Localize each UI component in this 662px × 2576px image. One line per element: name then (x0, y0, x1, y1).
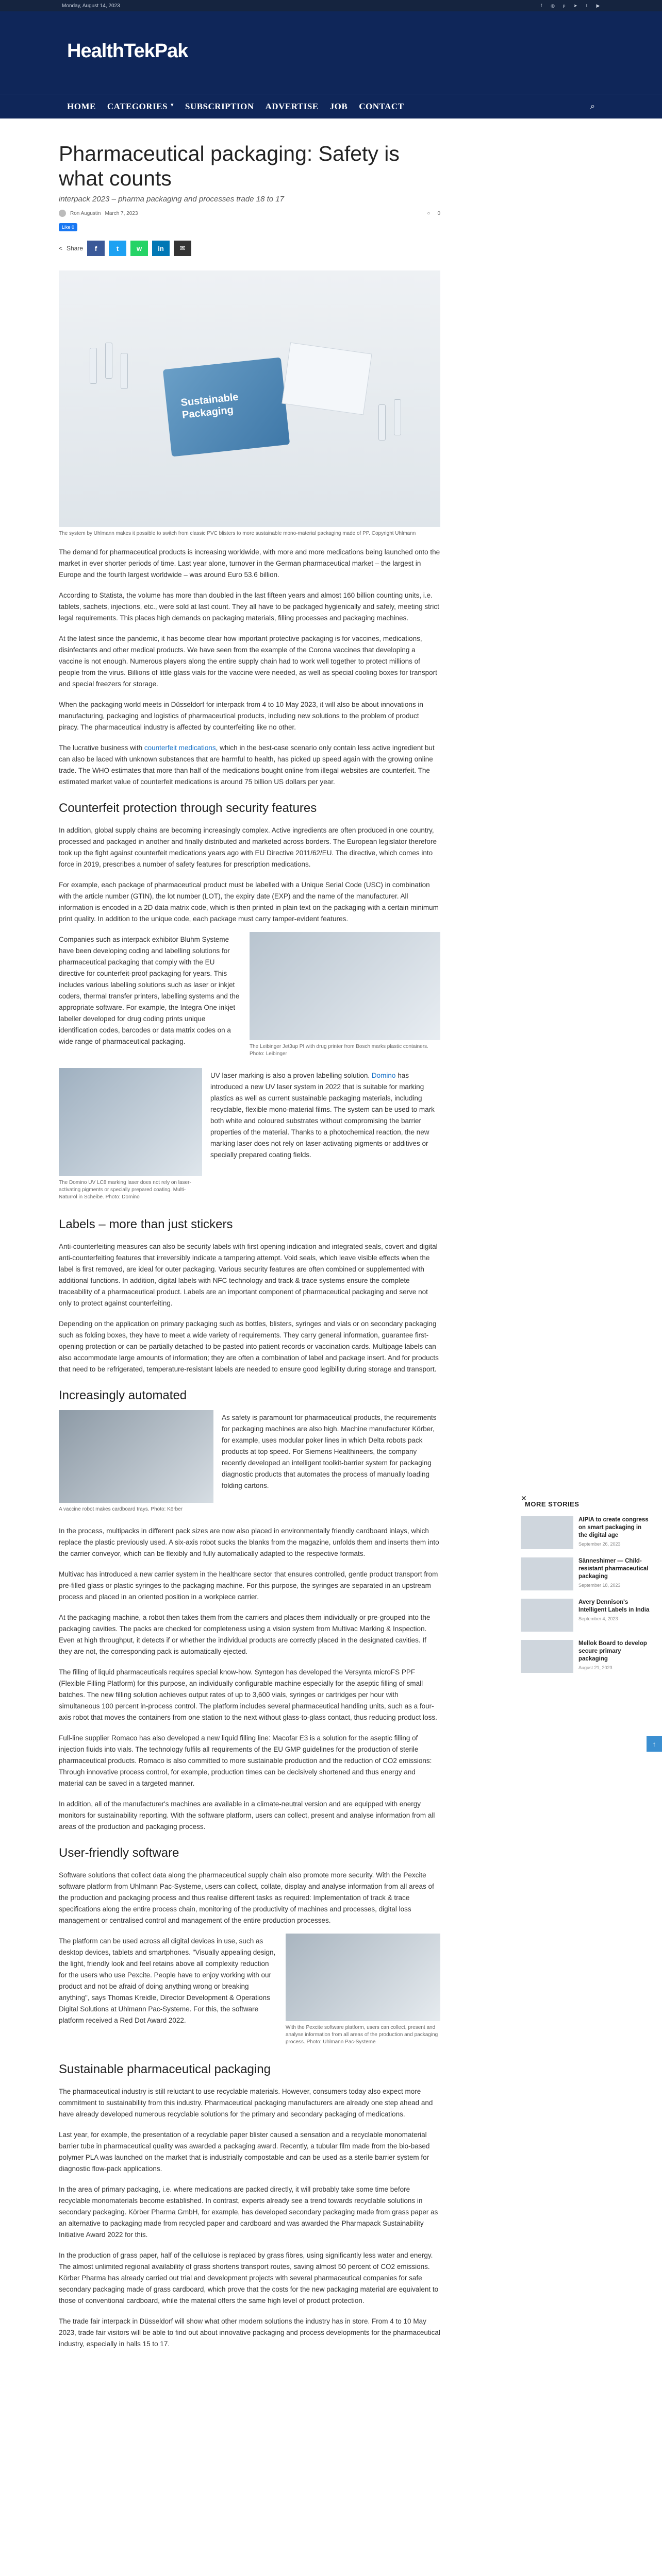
software-image (286, 1934, 440, 2021)
pinterest-icon[interactable]: p (562, 3, 566, 8)
paragraph: At the latest since the pandemic, it has become clear how important protective packaging is for vaccines, medications, disinfectants and other medical products. We have seen from the example of the Corona vaccines that developing a vaccine is not enough. Numerous players along the entire supply chain had to work well together to protect millions of people from the virus. Billions of little glass vials for the vaccine were needed, as well as special cooling boxes for transport and special freezers for storage. (59, 635, 437, 688)
comment-count[interactable]: 0 (437, 210, 440, 216)
social-links (538, 3, 601, 9)
story-title[interactable]: AIPIA to create congress on smart packaging in the digital age (578, 1517, 649, 1538)
story-item[interactable] (521, 1599, 652, 1632)
nav-item[interactable]: CATEGORIES (107, 101, 168, 111)
domino-link[interactable]: Domino (371, 1072, 396, 1079)
hero-caption: The system by Uhlmann makes it possible to switch from classic PVC blisters to more sustainable mono-material packaging made of PP. Copyright Uhlmann (59, 531, 416, 536)
printer-caption: The Leibinger Jet3up PI with drug printer from Bosch marks plastic containers. Photo: Leibinger (250, 1044, 428, 1057)
story-date: August 21, 2023 (578, 1665, 613, 1670)
laser-figure (59, 1068, 202, 1201)
top-bar (0, 0, 662, 11)
paragraph (59, 742, 440, 788)
twitter-icon[interactable]: t (586, 3, 588, 8)
paragraph: At the packaging machine, a robot then takes them from the carriers and places them individually or pre-grouped into the packaging cavities. The packs are checked for completeness using a vision system from Multivac Marking & Inspection. Even at high throughput, it detects if or whether the individual products are correctly placed in the designated cavities. If they are not, the corresponding pack is automatically ejected. (59, 1614, 431, 1655)
paragraph: For example, each package of pharmaceutical product must be labelled with a Unique Serial Code (USC) in combination with the article number (GTIN), the lot number (LOT), the expiry date (EXP) and the name of the manufacturer. All information is encoded in a 2D data matrix code, which is then printed in plain text on the packaging with a certain minimum print quality. In addition to the unique code, each package must carry tamper-evident features. (59, 881, 439, 923)
nav-item[interactable]: HOME (67, 101, 96, 111)
paragraph: In addition, global supply chains are becoming increasingly complex. Active ingredients are often produced in one country, processed and packaged in another and finally distributed and marketed across borders. The European legislator therefore took up the fight against counterfeit medications years ago with EU Directive 2011/62/EU. The directive, which comes into force in 2019, prescribes a number of safety features for prescription medications. (59, 826, 437, 868)
text: has introduced a new UV laser system in 2022 that is suitable for marking plastics as well as current sustainable packaging materials, including recyclable, flexible mono-material films. The system can be used to mark both white and coloured substrates without compromising the barrier properties of the material. Thanks to a photochemical reaction, the new marking laser does not rely on laser-activating pigments or additives or specially prepared coating fields. (210, 1072, 435, 1159)
story-title[interactable]: Sänneshimer — Child-resistant pharmaceutical packaging (578, 1558, 649, 1580)
whatsapp-share-button[interactable]: w (130, 241, 148, 256)
paragraph: Software solutions that collect data along the pharmaceutical supply chain also promote more security. With the Pexcite software platform from Uhlmann Pac-Systeme, users can collect, collate, display and analyse information from all areas of the production and packaging process and thus realise different tasks as required: Implementation of track & trace specifications along the entire process chain, monitoring of the productivity of machines and processes, digital loss management or centralised control and management of the entire production processes. (59, 1871, 434, 1924)
story-date: September 26, 2023 (578, 1541, 621, 1547)
article-title: Pharmaceutical packaging: Safety is what counts (59, 142, 400, 190)
share-bar (59, 241, 440, 256)
story-date: September 18, 2023 (578, 1583, 621, 1588)
laser-caption: The Domino UV LC8 marking laser does not rely on laser-activating pigments or specially prepared coating. Multi-Naturrol in Scheibe. Photo: Domino (59, 1180, 191, 1200)
paragraph: Companies such as interpack exhibitor Bluhm Systeme have been developing coding and labelling solutions for pharmaceutical packaging that comply with the EU directive for counterfeit-proof packaging for years. This includes various labelling solutions such as laser or inkjet coders, thermal transfer printers, labelling systems and the appropriate software. For example, the Integra One inkjet labeller developed for drug coding prints unique identification codes, barcodes or data matrix codes on a wide range of pharmaceutical packaging. (59, 936, 240, 1045)
paragraph: The pharmaceutical industry is still reluctant to use recyclable materials. However, consumers today also expect more commitment to sustainability from this industry. Pharmaceutical packaging manufacturers are already one step ahead and have already developed numerous recyclable solutions for the primary and secondary packaging of medications. (59, 2088, 433, 2118)
site-header (0, 11, 662, 94)
publish-date: March 7, 2023 (105, 210, 138, 216)
close-icon[interactable]: ✕ (521, 1494, 527, 1502)
hero-box-label: Sustainable Packaging (180, 391, 239, 421)
like-button[interactable]: Like 0 (59, 223, 77, 231)
hero-image (59, 270, 440, 527)
paragraph: The trade fair interpack in Düsseldorf will show what other modern solutions the industry has in store. From 4 to 10 May 2023, trade fair visitors will be able to find out about innovative packaging and process developments for the pharmaceutical industry, especially in halls 15 to 17. (59, 2317, 440, 2348)
paragraph: In addition, all of the manufacturer's machines are available in a climate-neutral version and are equipped with energy monitors for sustainability reporting. With the software platform, users can collect, present and analyse information from all areas of the production and packaging process. (59, 1800, 435, 1831)
paragraph: As safety is paramount for pharmaceutical products, the requirements for packaging machines are also high. Machine manufacturer Körber, for example, uses modular poker lines in which Delta robots pack products at top speed. For Siemens Healthineers, the company recently developed an intelligent toolkit-barrier system for packaging diagnostic products that automates the process of manually loading folding cartons. (222, 1414, 437, 1489)
printer-image (250, 932, 440, 1040)
paragraph: Depending on the application on primary packaging such as bottles, blisters, syringes and vials or on secondary packaging such as folding boxes, they have to meet a wide variety of requirements. They carry general information, guarantee first-opening protection or can be partially detached to be pasted into patient records or vaccination cards. Multipage labels can also accommodate large amounts of information; they are often a combination of label and package insert. And for products that need to be refrigerated, temperature-resistant labels are needed to ensure good legibility during storage and transport. (59, 1320, 439, 1373)
software-caption: With the Pexcite software platform, users can collect, present and analyse information from all areas of the production and packaging process. Photo: Uhlmann Pac-Systeme (286, 2025, 438, 2045)
text: UV laser marking is also a proven labelling solution. (210, 1072, 370, 1079)
story-item[interactable] (521, 1640, 652, 1673)
story-thumbnail[interactable] (521, 1557, 573, 1590)
paragraph: The demand for pharmaceutical products is increasing worldwide, with more and more medications being launched onto the market in ever shorter periods of time. Last year alone, turnover in the German pharmaceutical market – the largest in Europe and the fourth largest worldwide – was around Euro 53.6 billion. (59, 548, 440, 579)
text: The lucrative business with (59, 744, 143, 752)
section-heading: Increasingly automated (59, 1388, 187, 1402)
email-share-button[interactable]: ✉ (174, 241, 191, 256)
paragraph: In the production of grass paper, half of the cellulose is replaced by grass fibres, using significantly less water and energy. The almost unlimited regional availability of grass shortens transport routes, saving almost 50 percent of CO2 emissions. Körber Pharma has already carried out trial and development projects with several pharmaceutical companies for safe secondary packaging made of grass cardboard, which prove that the costs for the new packaging material are equivalent to those of conventional cardboard, while the material offers the same high level of product protection. (59, 2251, 439, 2304)
hero-box (163, 357, 290, 456)
robot-figure (59, 1410, 213, 1513)
search-icon[interactable]: ⌕ (590, 101, 595, 111)
twitter-share-button[interactable]: t (109, 241, 126, 256)
article-subtitle: interpack 2023 – pharma packaging and processes trade 18 to 17 (59, 195, 284, 204)
paragraph: Full-line supplier Romaco has also developed a new liquid filling line: Macofar E3 is a solution for the aseptic filling of injection fluids into vials. The technology fulfils all requirements of the EU GMP guidelines for the production of sterile pharmaceutical products. Romaco is also committed to more sustainable production and the reduction of CO2 emissions: Through innovative process control, for example, production times can be decisively shortened and thus energy and material can be saved in a targeted manner. (59, 1734, 432, 1787)
section-heading: User-friendly software (59, 1846, 179, 1860)
nav-item[interactable]: ADVERTISE (265, 101, 319, 111)
linkedin-share-button[interactable]: in (152, 241, 170, 256)
section-heading: Labels – more than just stickers (59, 1217, 233, 1231)
article (59, 118, 440, 2350)
printer-figure (250, 932, 440, 1058)
more-stories-panel (521, 1494, 652, 1673)
paragraph: When the packaging world meets in Düsseldorf for interpack from 4 to 10 May 2023, it will also be about innovations in manufacturing, packaging and logistics of pharmaceutical products, including new solutions to the problem of product piracy. The pharmaceutical industry is affected by counterfeiting like no other. (59, 701, 423, 731)
story-thumbnail[interactable] (521, 1640, 573, 1673)
nav-item[interactable]: SUBSCRIPTION (185, 101, 254, 111)
share-icon: < (59, 245, 63, 252)
section-heading: Sustainable pharmaceutical packaging (59, 2062, 271, 2076)
chevron-down-icon[interactable]: ▾ (170, 101, 174, 108)
story-title[interactable]: Avery Dennison's Intelligent Labels in India (578, 1599, 650, 1613)
paragraph: Multivac has introduced a new carrier system in the healthcare sector that ensures controlled, gentle product transport from pre-filled glass or plastic syringes to the packaging machine. For this purpose, the syringes are separated in an upstream process and placed in an oriented position in a workpiece carrier. (59, 1570, 438, 1601)
counterfeit-link[interactable]: counterfeit medications (144, 744, 216, 752)
author-avatar (59, 210, 66, 217)
paragraph: The platform can be used across all digital devices in use, such as desktop devices, tablets and smartphones. "Visually appealing design, the light, friendly look and feel retains above all complexity reduction for the users who use Pexcite. People have to enjoy working with our product and not be afraid of doing anything wrong or breaking anything", says Thomas Kreidle, Director Development & Operations Digital Solutions at Uhlmann Pac-Systeme. For this, the software platform received a Red Dot Award 2022. (59, 1937, 276, 2024)
nav-item[interactable]: CONTACT (359, 101, 404, 111)
top-date: Monday, August 14, 2023 (62, 3, 120, 9)
comment-icon[interactable]: ○ (427, 210, 431, 216)
site-logo[interactable]: HealthTekPak (67, 40, 188, 62)
story-date: September 4, 2023 (578, 1616, 618, 1621)
paragraph: In the area of primary packaging, i.e. where medications are packed directly, it will probably take some time before recyclable monomaterials become established. In contrast, experts already see a trend towards recyclable solutions in secondary packaging. Körber Pharma GmbH, for example, has developed secondary packaging made from grass paper as an alternative to packaging made from recycled paper and cardboard and was awarded the Pharmapack Sustainability Initiative Award 2022 for this. (59, 2185, 438, 2239)
author-name[interactable]: Ron Augustin (70, 210, 101, 216)
facebook-share-button[interactable]: f (87, 241, 105, 256)
scroll-to-top-button[interactable]: ↑ (647, 1736, 662, 1752)
telegram-icon[interactable]: ➤ (573, 3, 577, 8)
laser-image (59, 1068, 202, 1176)
section-heading: Counterfeit protection through security features (59, 801, 317, 815)
robot-caption: A vaccine robot makes cardboard trays. Photo: Körber (59, 1506, 183, 1512)
paragraph: Anti-counterfeiting measures can also be security labels with first opening indication and integrated seals, covert and digital anti-counterfeiting features that irreversibly indicate a tampering attempt. Void seals, which leave visible effects when the label is first removed, are ideal for outer packaging. Various security features are often combined or supplemented with additional functions. In addition, digital labels with NFC technology and track & trace systems ensure the complete traceability of a pharmaceutical product. Labels are an important component of pharmaceutical packaging and serve not only to protect against counterfeiting. (59, 1243, 438, 1307)
software-figure (286, 1934, 440, 2046)
youtube-icon[interactable]: ▶ (596, 3, 600, 8)
story-item[interactable] (521, 1516, 652, 1549)
story-title[interactable]: Mellok Board to develop secure primary packaging (578, 1640, 647, 1662)
instagram-icon[interactable]: ◎ (551, 3, 555, 8)
share-label: Share (67, 245, 84, 252)
facebook-icon[interactable]: f (540, 3, 542, 8)
paragraph: The filling of liquid pharmaceuticals requires special know-how. Syntegon has developed the Versynta microFS PPF (Flexible Filling Platform) for this purpose, an individually configurable machine especially for the aseptic filling of small batches. The new filling solution achieves output rates of up to 3,600 vials, syringes or cartridges per hour with simultaneous 100 percent in-process control. The platform includes several pharmaceutical handling units, such as a four-axis robot that moves the containers from one station to the next without glass-to-glass contact, thus reducing product loss. (59, 1668, 437, 1721)
paragraph: Last year, for example, the presentation of a recyclable paper blister caused a sensation and a recyclable monomaterial barrier tube in pharmaceutical quality was awarded a packaging award. Recently, a tubular film made from the bio-based polymer PLA was launched on the market that is industrially compostable and can be used as a sterile barrier system for diagnostic flow-pack applications. (59, 2131, 430, 2173)
paragraph: According to Statista, the volume has more than doubled in the last fifteen years and almost 160 billion counting units, i.e. tablets, sachets, injections, etc., were sold at last count. They all have to be packaged hygienically and safely, meeting strict legal requirements. This places high demands on packaging materials, filling processes and packaging machines. (59, 591, 439, 622)
robot-image (59, 1410, 213, 1503)
story-thumbnail[interactable] (521, 1599, 573, 1632)
more-stories-header: MORE STORIES (525, 1500, 580, 1508)
main-nav (0, 94, 662, 118)
story-item[interactable] (521, 1557, 652, 1590)
text: , which in the best-case scenario only contain less active ingredient but can also be laced with unknown substances that are harmful to health, has picked up speed again with the growing online trade. The WHO estimates that more than half of the medications bought online from illegal websites are counterfeit. The estimated market value of counterfeit medications is around 75 billion US dollars per year. (59, 744, 435, 786)
paragraph: In the process, multipacks in different pack sizes are now also placed in environmentally friendly cardboard inlays, which replace the plastic previously used. A six-axis robot sucks the blanks from the magazine, unfolds them and inserts them into the carrier conveyor, which can be flexibly and fully automatically adapted to the respective formats. (59, 1527, 439, 1557)
story-thumbnail[interactable] (521, 1516, 573, 1549)
article-meta (59, 210, 440, 217)
nav-item[interactable]: JOB (329, 101, 348, 111)
nav-items (67, 101, 404, 112)
